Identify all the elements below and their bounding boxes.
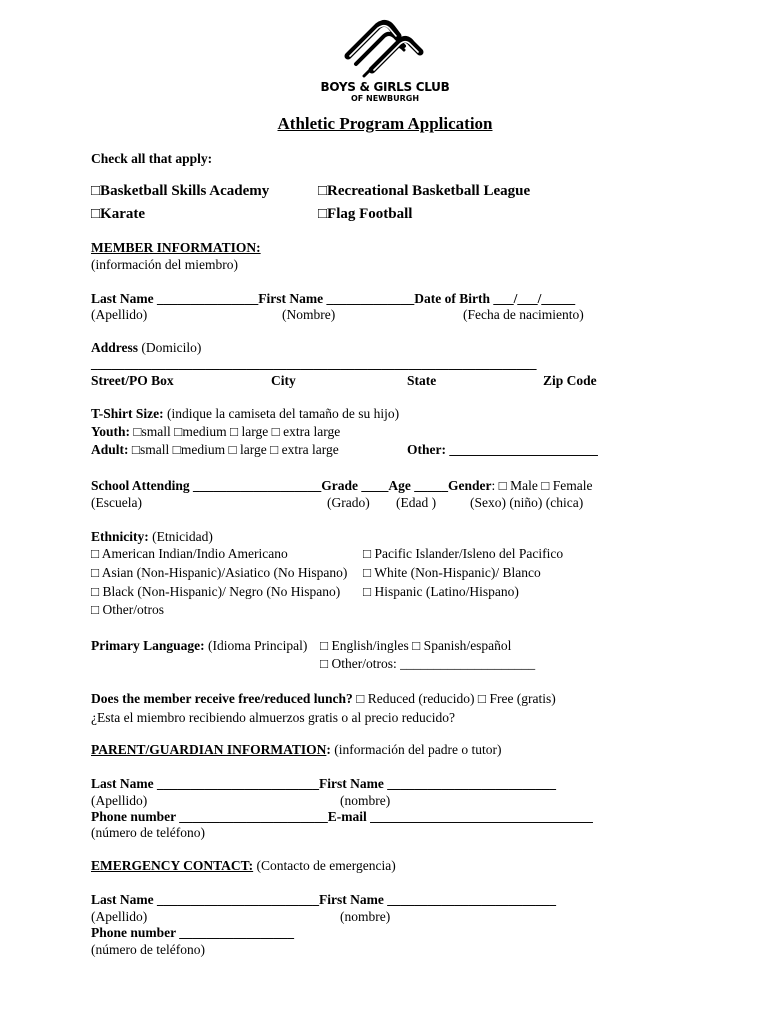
emergency-heading-es: (Contacto de emergencia) (253, 858, 396, 873)
lunch-question: Does the member receive free/reduced lunch? (91, 691, 353, 706)
age-label-es: (Edad ) (396, 495, 437, 510)
guardian-phone-es: (número de teléfono) (91, 825, 205, 840)
ethnicity-label: Ethnicity: (91, 529, 149, 544)
member-info-heading: MEMBER INFORMATION: (91, 240, 261, 255)
checkbox-recreational-basketball-league[interactable]: □Recreational Basketball League (318, 183, 531, 199)
address-label (91, 340, 201, 356)
tshirt-label: T-Shirt Size: (91, 406, 164, 421)
language-label: Primary Language: (91, 638, 205, 653)
emergency-heading (91, 858, 396, 874)
primary-language-label (91, 638, 307, 654)
checkbox-black[interactable]: □ Black (Non-Hispanic)/ Negro (No Hispano) (91, 584, 341, 599)
emergency-first-name-es: (nombre) (340, 909, 391, 924)
checkbox-american-indian[interactable]: □ American Indian/Indio Americano (91, 546, 288, 561)
ethnicity-label-es: (Etnicidad) (148, 529, 213, 544)
checkbox-basketball-skills-academy[interactable]: □Basketball Skills Academy (91, 183, 270, 199)
tshirt-size-row (91, 406, 399, 422)
org-name: BOYS & GIRLS CLUB (320, 80, 450, 94)
guardian-heading (91, 742, 501, 758)
street-label: Street/PO Box (91, 373, 174, 388)
emergency-name-line[interactable]: Last Name ________________________First Name _________________________ (91, 892, 556, 907)
youth-label: Youth: (91, 424, 131, 439)
school-grade-age-gender-row[interactable] (91, 478, 593, 494)
emergency-heading-en: EMERGENCY CONTACT: (91, 858, 254, 873)
checkbox-flag-football[interactable]: □Flag Football (318, 206, 413, 222)
guardian-last-name-es: (Apellido) (91, 793, 148, 808)
guardian-name-line[interactable]: Last Name ________________________First Name _________________________ (91, 776, 556, 791)
ethnicity-heading (91, 529, 213, 545)
checkbox-white[interactable]: □ White (Non-Hispanic)/ Blanco (363, 565, 541, 580)
checkbox-karate[interactable]: □Karate (91, 206, 146, 222)
member-info-heading-es: (información del miembro) (91, 257, 238, 272)
tshirt-label-es: (indique la camiseta del tamaño de su hijo) (163, 406, 400, 421)
language-options[interactable]: □ English/ingles □ Spanish/español (320, 638, 512, 653)
language-label-es: (Idioma Principal) (204, 638, 308, 653)
gender-label-es: (Sexo) (niño) (chica) (470, 495, 584, 510)
dob-label-es: (Fecha de nacimiento) (463, 307, 584, 322)
guardian-first-name-es: (nombre) (340, 793, 391, 808)
emergency-phone-es: (número de teléfono) (91, 942, 205, 957)
gender-options[interactable]: : □ Male □ Female (491, 478, 593, 493)
guardian-phone-email-line[interactable]: Phone number ______________________E-mail _________________________________ (91, 809, 593, 824)
page-title: Athletic Program Application (277, 114, 493, 133)
emergency-phone-line[interactable]: Phone number _________________ (91, 925, 295, 940)
address-label-en: Address (91, 340, 139, 355)
other-size-field[interactable]: Other: ______________________ (407, 442, 598, 457)
checkbox-other-ethnicity[interactable]: □ Other/otros (91, 602, 165, 617)
adult-size-row[interactable] (91, 442, 339, 458)
city-label: City (271, 373, 296, 388)
youth-size-row[interactable] (91, 424, 340, 440)
school-label-es: (Escuela) (91, 495, 142, 510)
checkbox-asian[interactable]: □ Asian (Non-Hispanic)/Asiatico (No Hispano) (91, 565, 348, 580)
zip-label: Zip Code (543, 373, 597, 388)
last-name-label-es: (Apellido) (91, 307, 148, 322)
grade-label-es: (Grado) (327, 495, 370, 510)
address-label-es: (Domicilo) (138, 340, 202, 355)
lunch-question-es: ¿Esta el miembro recibiendo almuerzos gratis o al precio reducido? (91, 710, 455, 725)
lunch-options[interactable]: □ Reduced (reducido) □ Free (gratis) (352, 691, 556, 706)
guardian-heading-colon: : (326, 742, 331, 757)
adult-size-options[interactable]: □small □medium □ large □ extra large (128, 442, 339, 457)
emergency-last-name-es: (Apellido) (91, 909, 148, 924)
address-input-line[interactable]: __________________________________________________________________ (91, 356, 537, 371)
checkbox-hispanic[interactable]: □ Hispanic (Latino/Hispano) (363, 584, 519, 599)
state-label: State (407, 373, 437, 388)
member-name-dob-line[interactable]: Last Name _______________First Name _____________Date of Birth ___/___/_____ (91, 291, 576, 306)
club-logo (338, 16, 432, 80)
programs-instruction: Check all that apply: (91, 151, 213, 166)
guardian-heading-es: (información del padre o tutor) (330, 742, 502, 757)
guardian-heading-en: PARENT/GUARDIAN INFORMATION (91, 742, 327, 757)
first-name-label-es: (Nombre) (282, 307, 336, 322)
checkbox-pacific-islander[interactable]: □ Pacific Islander/Isleno del Pacifico (363, 546, 564, 561)
school-line[interactable]: School Attending ___________________Grade ____Age _____Gender (91, 478, 492, 493)
youth-size-options[interactable]: □small □medium □ large □ extra large (130, 424, 341, 439)
language-other-field[interactable]: □ Other/otros: ____________________ (320, 656, 536, 671)
adult-label: Adult: (91, 442, 129, 457)
org-subtitle: OF NEWBURGH (350, 94, 420, 103)
lunch-question-row[interactable] (91, 691, 556, 707)
